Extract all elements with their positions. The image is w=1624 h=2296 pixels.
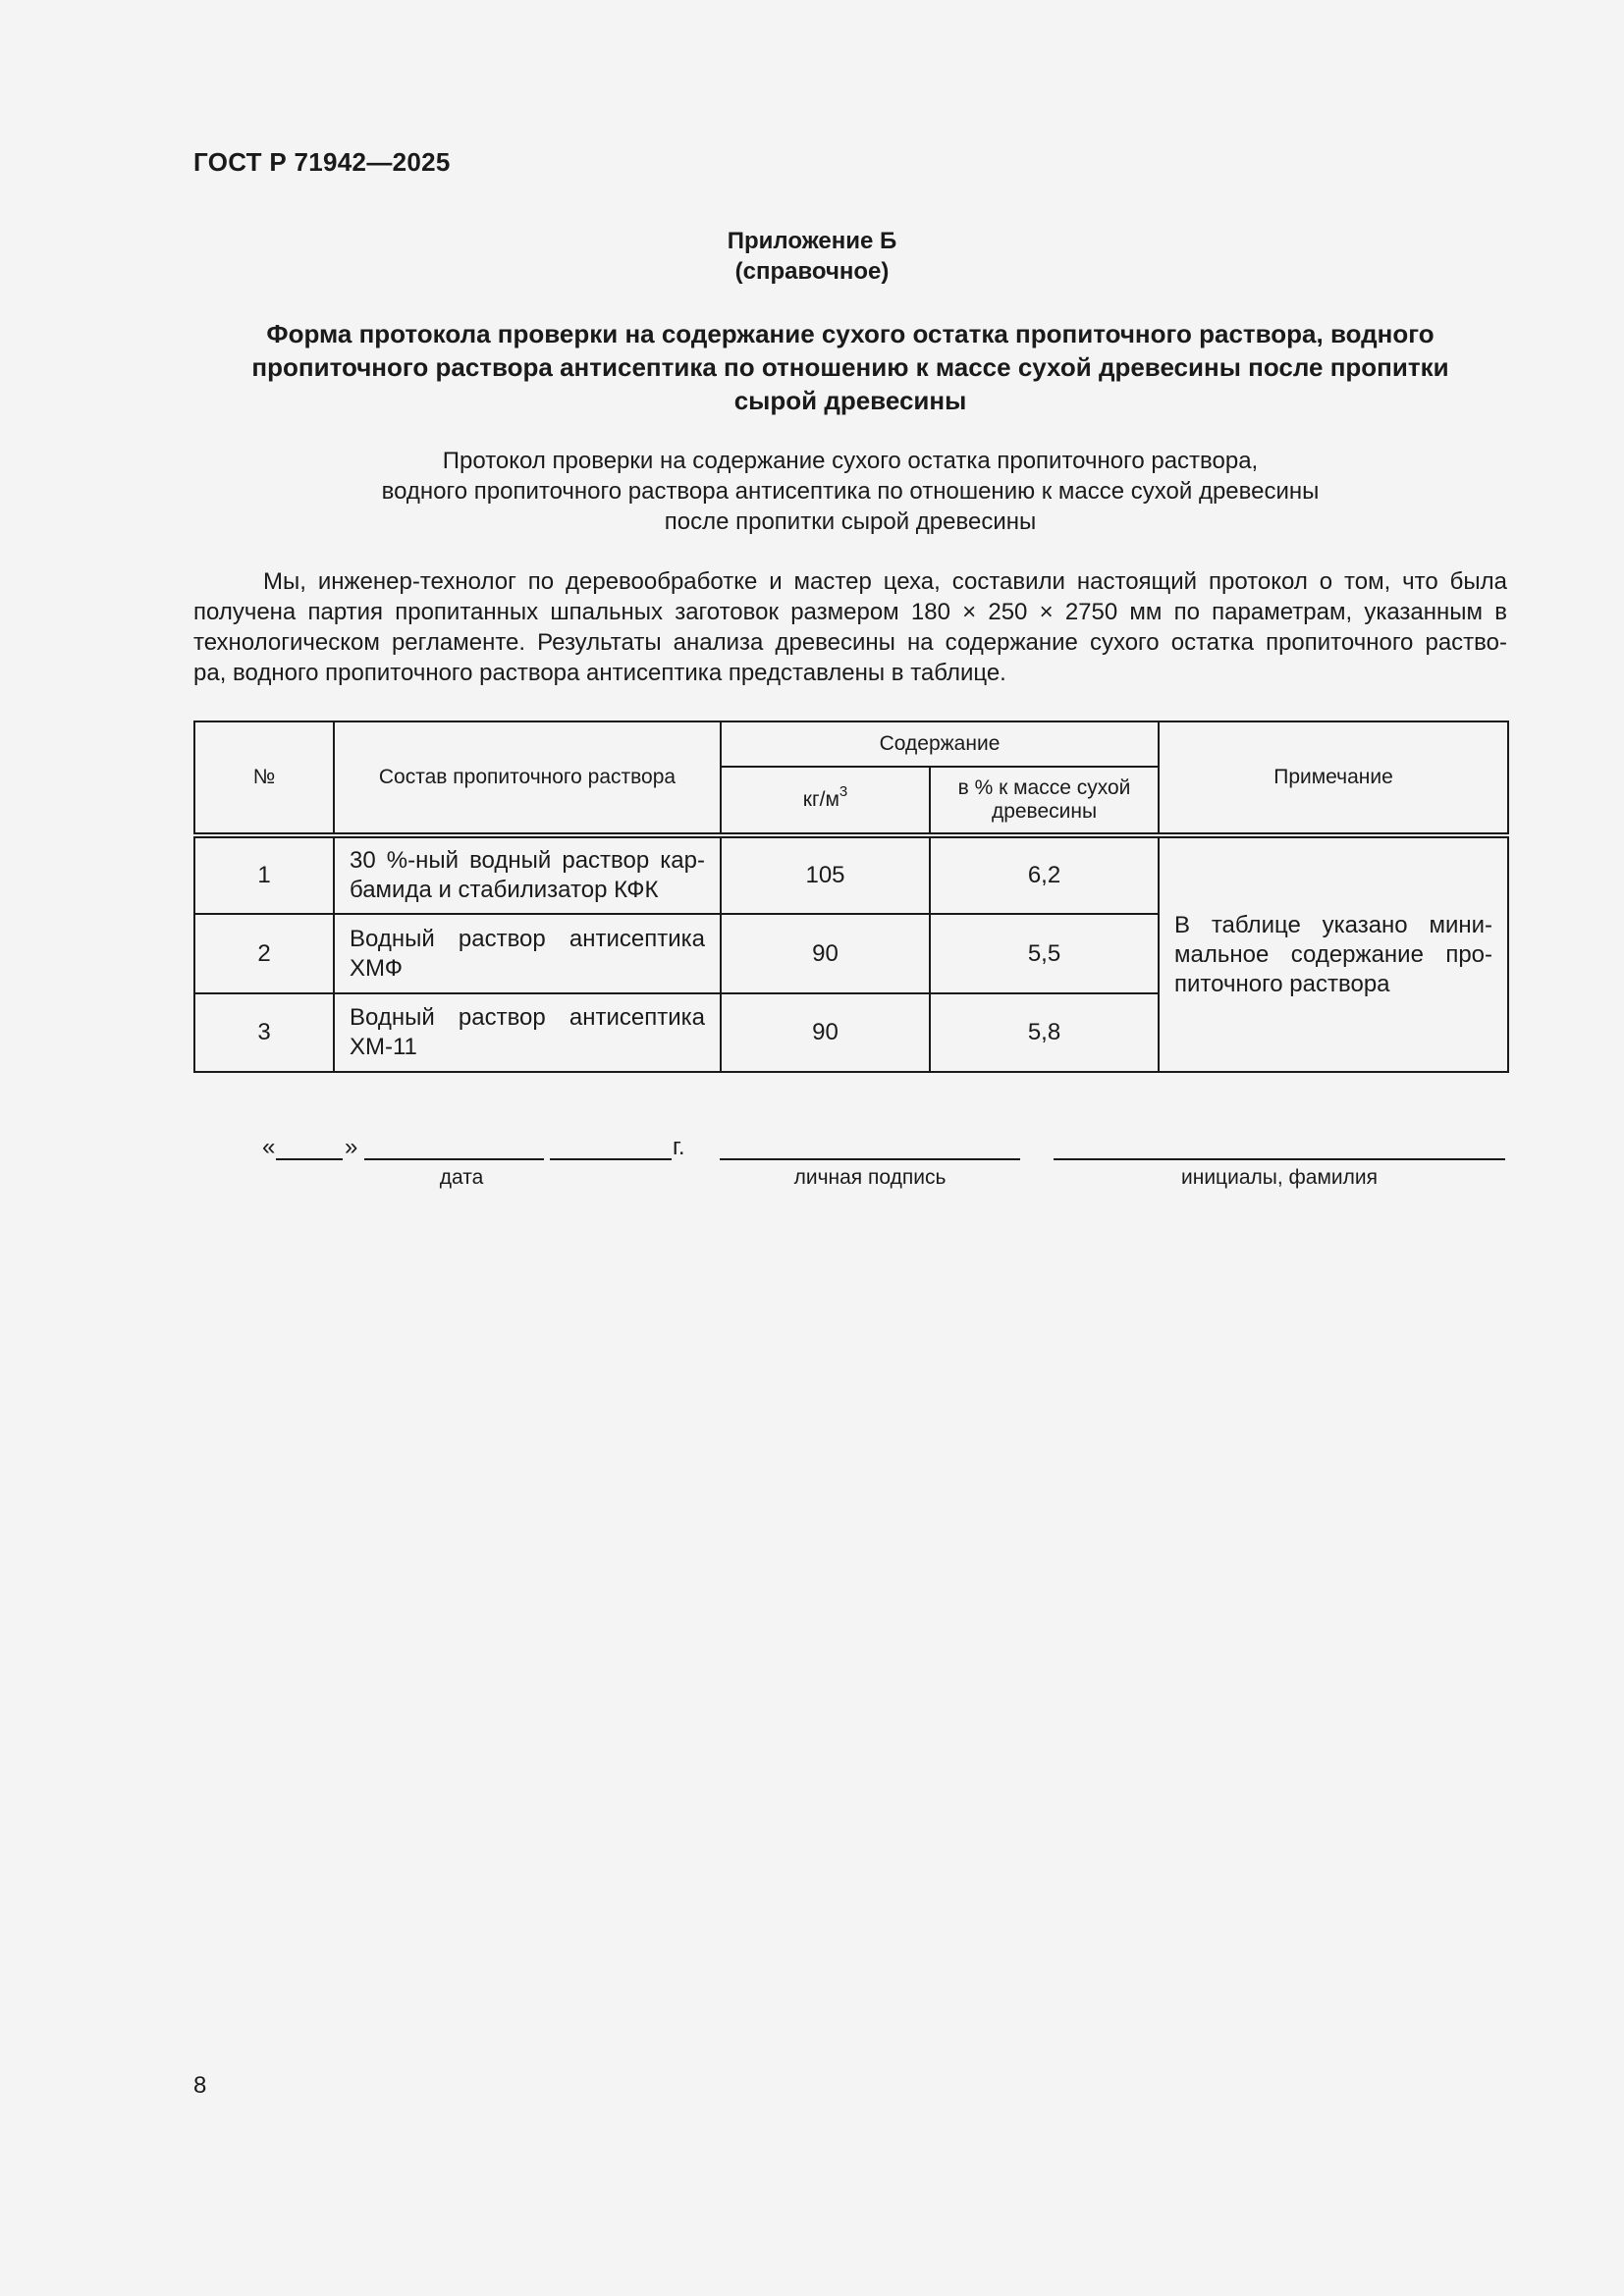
name-blank[interactable] <box>1054 1158 1505 1160</box>
header-percent: в % к массе сухой древесины <box>930 767 1159 835</box>
form-title-line: пропиточного раствора антисептика по отношению к массе сухой древесины после пропитки <box>251 352 1449 382</box>
day-blank[interactable] <box>276 1158 343 1160</box>
form-title-line: Форма протокола проверки на содержание сухого остатка пропиточного раствора, водного <box>266 319 1435 348</box>
header-kg-m3: $кг/м^3$ <box>721 767 930 835</box>
table-row <box>194 835 1508 914</box>
protocol-title <box>193 446 1507 537</box>
cell-kg-m3: 90 <box>721 914 930 993</box>
body-paragraph <box>193 566 1507 688</box>
date-close-quote: » <box>345 1134 358 1160</box>
cell-percent: 5,8 <box>930 993 1159 1072</box>
year-suffix: г. <box>673 1134 685 1160</box>
document-code: ГОСТ Р 71942—2025 <box>193 147 451 177</box>
form-title <box>193 317 1507 417</box>
body-line: технологическом регламенте. Результаты анализа древесины на содержание сухого остатка пропиточного раство- <box>193 629 1507 656</box>
appendix-title: Приложение Б <box>727 228 897 254</box>
protocol-title-line: после пропитки сырой древесины <box>664 508 1037 535</box>
body-line: получена партия пропитанных шпальных заготовок размером 180 × 250 × 2750 мм по параметрам, указанным в <box>193 599 1507 625</box>
year-blank[interactable] <box>550 1158 672 1160</box>
cell-percent: 6,2 <box>930 835 1159 914</box>
form-title-line: сырой древесины <box>733 386 967 415</box>
protocol-title-line: Протокол проверки на содержание сухого остатка пропиточного раствора, <box>442 448 1259 474</box>
body-line: Мы, инженер-технолог по деревообработке и мастер цеха, составили настоящий протокол о том, что была <box>263 568 1507 595</box>
header-content: Содержание <box>721 721 1159 767</box>
cell-composition: Водный раствор антисептика ХМ-11 <box>334 993 721 1072</box>
date-label: дата <box>439 1166 484 1189</box>
header-note: Примечание <box>1159 721 1508 835</box>
month-blank[interactable] <box>364 1158 544 1160</box>
signature-label: личная подпись <box>793 1166 947 1189</box>
header-composition: Состав пропиточного раствора <box>334 721 721 835</box>
appendix-type: (справочное) <box>734 258 890 285</box>
body-line: ра, водного пропиточного раствора антисептика представлены в таблице. <box>193 660 1006 686</box>
cell-number: 1 <box>194 835 334 914</box>
cell-kg-m3: 90 <box>721 993 930 1072</box>
cell-number: 3 <box>194 993 334 1072</box>
signature-blank[interactable] <box>720 1158 1020 1160</box>
signature-block <box>0 1129 1624 1188</box>
page-number: 8 <box>193 2072 207 2099</box>
cell-percent: 5,5 <box>930 914 1159 993</box>
cell-composition: Водный раствор антисептика ХМФ <box>334 914 721 993</box>
name-label: инициалы, фамилия <box>1181 1166 1378 1189</box>
cell-note: В таблице указано мини- мальное содержание про- питочного раствора <box>1159 835 1508 1072</box>
date-open-quote: « <box>262 1134 276 1160</box>
appendix-heading <box>0 226 1624 287</box>
protocol-title-line: водного пропиточного раствора антисептика по отношению к массе сухой древесины <box>381 478 1320 505</box>
cell-number: 2 <box>194 914 334 993</box>
cell-kg-m3: 105 <box>721 835 930 914</box>
cell-composition: 30 %-ный водный раствор кар- бамида и стабилизатор КФК <box>334 835 721 914</box>
results-table <box>193 721 1509 1073</box>
header-number: № <box>194 721 334 835</box>
